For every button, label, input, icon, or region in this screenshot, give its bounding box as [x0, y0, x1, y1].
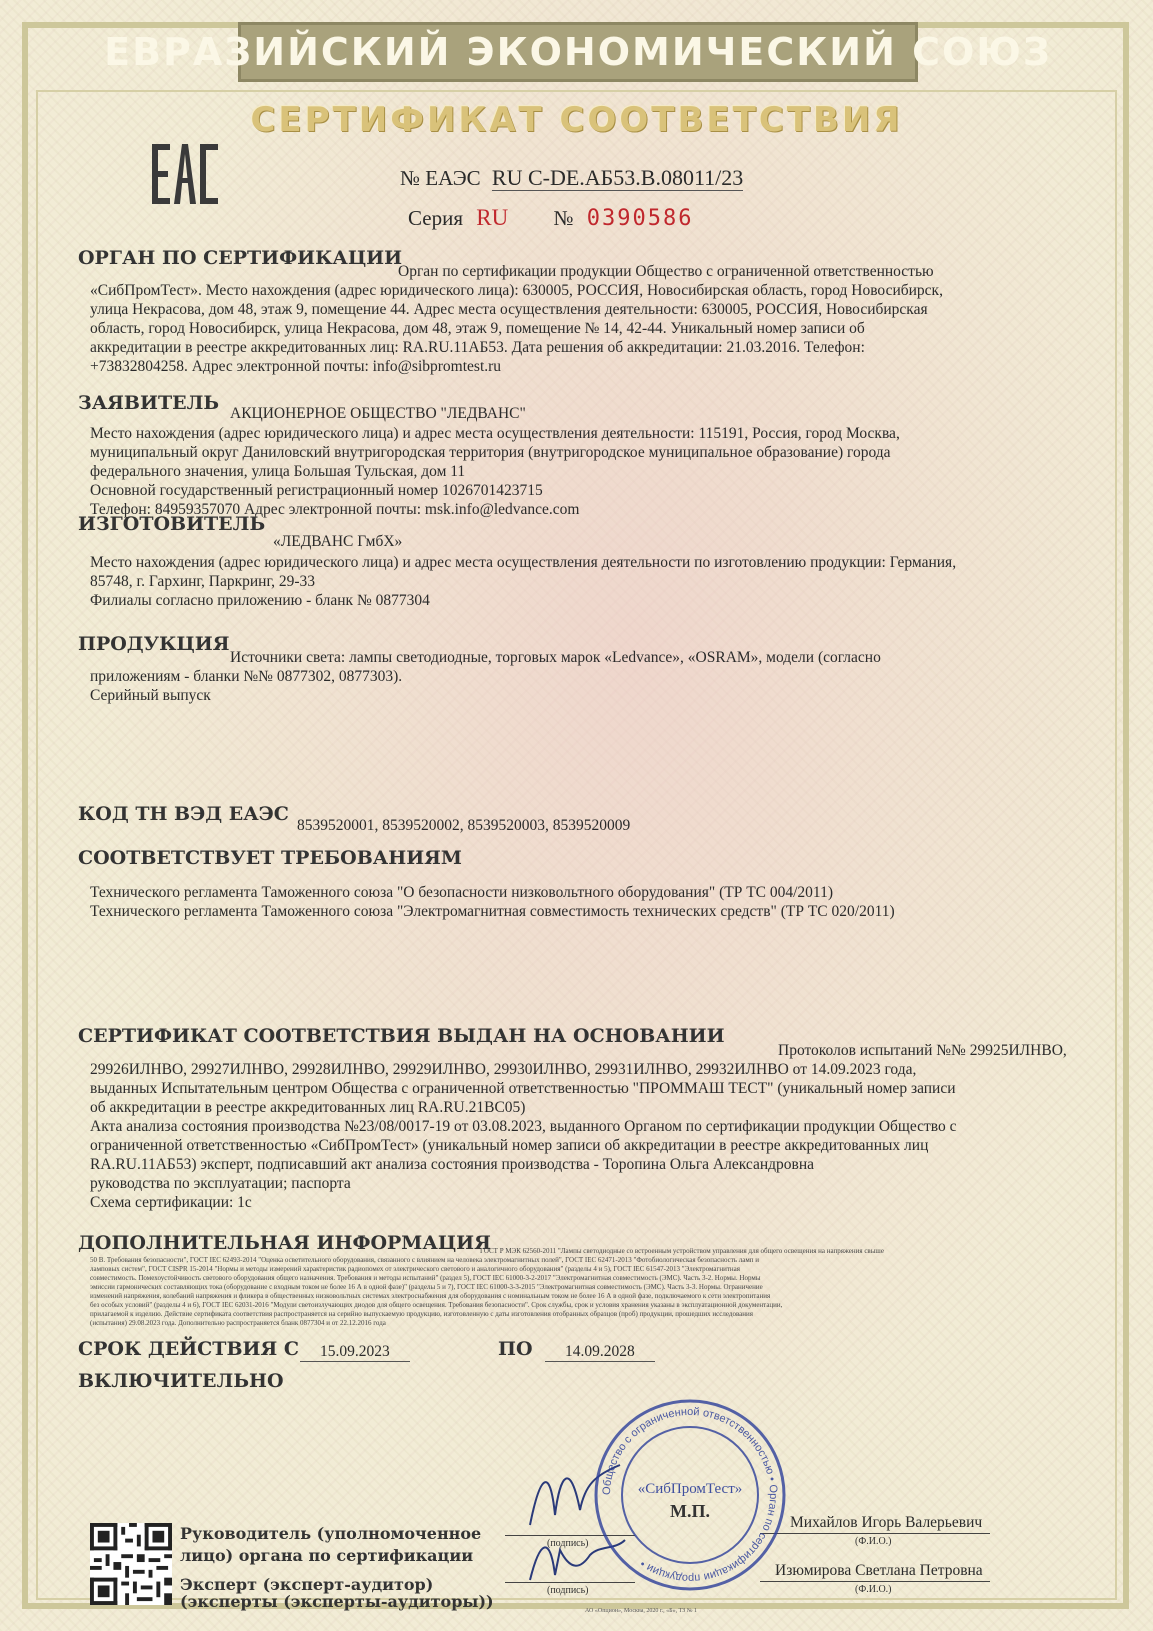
basis-line-2: 29926ИЛНВО, 29927ИЛНВО, 29928ИЛНВО, 29929ИЛНВО, 29930ИЛНВО, 29931ИЛНВО, 29932ИЛНВО от 14.09.2023 года, [90, 1061, 917, 1078]
product-heading: ПРОДУКЦИЯ [78, 633, 230, 655]
additional-line-7: без особых условий" (разделы 4 и 6), ГОСТ IEC 62031-2016 "Модули светоизлучающих диодов для общего освещения. Требования безопасности". Срок службы, срок и условия хранения указаны в эксплуатационной документации, [90, 1301, 783, 1309]
additional-line-8: прилагаемой к изделию. Действие сертификата соответствия распространяется на серийно выпускаемую продукцию, изготовленную с даты изготовления отобранных образцов (проб) продукции, прошедших исследования [90, 1310, 753, 1318]
basis-line-6: ограниченной ответственностью «СибПромТест» (уникальный номер записи об аккредитации в реестре аккредитованных лиц [90, 1137, 929, 1154]
series-value: RU [476, 205, 509, 230]
manufacturer-line-2: 85748, г. Гархинг, Паркринг, 29-33 [90, 573, 315, 590]
applicant-line-4: Основной государственный регистрационный номер 1026701423715 [90, 482, 543, 499]
organ-line-6: +73832804258. Адрес электронной почты: info@sibpromtest.ru [90, 358, 502, 375]
manufacturer-name: «ЛЕДВАНС ГмбХ» [273, 533, 403, 550]
union-banner: ЕВРАЗИЙСКИЙ ЭКОНОМИЧЕСКИЙ СОЮЗ [238, 22, 918, 82]
basis-line-1: Протоколов испытаний №№ 29925ИЛНВО, [778, 1042, 1067, 1059]
certificate-title: СЕРТИФИКАТ СООТВЕТСТВИЯ [250, 100, 903, 140]
validity-inclusive: ВКЛЮЧИТЕЛЬНО [78, 1370, 284, 1392]
expert-label-1: Эксперт (эксперт-аудитор) [180, 1575, 434, 1594]
expert-fio-caption: (Ф.И.О.) [855, 1584, 892, 1595]
applicant-name: АКЦИОНЕРНОЕ ОБЩЕСТВО "ЛЕДВАНС" [230, 405, 526, 422]
blank-label: № [553, 206, 574, 230]
manufacturer-line-3: Филиалы согласно приложению - бланк № 0877304 [90, 592, 430, 609]
additional-line-9: (испытания) 29.08.2023 года. Дополнительно распространяется бланк 0877304 и от 22.12.2016 года [90, 1319, 386, 1327]
basis-line-8: руководства по эксплуатации; паспорта [90, 1175, 351, 1192]
conformity-heading: СООТВЕТСТВУЕТ ТРЕБОВАНИЯМ [78, 847, 462, 869]
stamp-center-text: «СибПромТест» [637, 1481, 743, 1497]
head-label-1: Руководитель (уполномоченное [180, 1524, 482, 1543]
additional-line-1: ГОСТ Р МЭК 62560-2011 "Лампы светодиодные со встроенным устройством управления для общего освещения на напряжения свыше [480, 1247, 884, 1255]
organ-line-4: область, город Новосибирск, улица Некрасова, дом 48, этаж 9, помещение № 14, 42-44. Уникальный номер записи об [90, 320, 865, 337]
certificate-number [400, 165, 743, 191]
series-label: Серия [408, 206, 463, 230]
basis-line-3: выданных Испытательным центром Общества с ограниченной ответственностью "ПРОММАШ ТЕСТ" (уникальный номер записи [90, 1080, 956, 1097]
applicant-line-5: Телефон: 84959357070 Адрес электронной почты: msk.info@ledvance.com [90, 501, 580, 518]
organ-line-2: «СибПромТест». Место нахождения (адрес юридического лица): 630005, РОССИЯ, Новосибирская область, город Новосибирск, [90, 282, 943, 299]
additional-line-3: ламповых систем", ГОСТ CISPR 15-2014 "Нормы и методы измерений характеристик радиопомех от электрического светового и аналогичного оборудования" (разделы 4 и 5), ГОСТ IEC 61547-2013 "Электромагнитная [90, 1265, 741, 1273]
organ-heading: ОРГАН ПО СЕРТИФИКАЦИИ [78, 247, 403, 269]
basis-line-9: Схема сертификации: 1с [90, 1194, 252, 1211]
manufacturer-heading: ИЗГОТОВИТЕЛЬ [78, 513, 266, 535]
printer-footer: АО «Опцион», Москва, 2020 г., «Б», ТЗ № 1 [585, 1608, 697, 1614]
additional-line-4: совместимость. Помехоустойчивость светового оборудования общего назначения. Требования и методы испытаний" (раздел 5), ГОСТ IEC 61000-3-2-2017 "Электромагнитная совместимость (ЭМС). Часть 3-2. Нормы. Нормы [90, 1274, 761, 1282]
hs-code-heading: КОД ТН ВЭД ЕАЭС [78, 803, 289, 825]
additional-heading: ДОПОЛНИТЕЛЬНАЯ ИНФОРМАЦИЯ [78, 1232, 491, 1254]
additional-line-2: 50 В. Требования безопасности", ГОСТ IEC 62493-2014 "Оценка осветительного оборудования, связанного с влиянием на человека электромагнитных полей", ГОСТ IEC 62471-2013 "Фотобиологическая безопасность ламп и [90, 1256, 760, 1264]
conformity-line-1: Технического регламента Таможенного союза "О безопасности низковольтного оборудования" (ТР ТС 004/2011) [90, 884, 834, 901]
head-name: Михайлов Игорь Валерьевич [790, 1514, 983, 1531]
basis-heading: СЕРТИФИКАТ СООТВЕТСТВИЯ ВЫДАН НА ОСНОВАНИИ [78, 1025, 725, 1047]
expert-name-line [760, 1581, 990, 1582]
additional-line-5: эмиссии гармонических составляющих тока (оборудование с входным током не более 16 А в одной фазе)" (разделы 5 и 7), ГОСТ IEC 61000-3-3-2015 "Электромагнитная совместимость (ЭМС). Часть 3-3. Нормы. Ограничение [90, 1283, 763, 1291]
product-line-3: Серийный выпуск [90, 687, 211, 704]
qr-code [90, 1523, 172, 1605]
head-name-line [760, 1533, 990, 1534]
basis-line-7: RA.RU.11АБ53) эксперт, подписавший акт анализа состояния производства - Торопина Ольга Александровна [90, 1156, 815, 1173]
applicant-line-2: муниципальный округ Даниловский внутригородская территория (внутригородское муниципальное образование) города [90, 444, 891, 461]
organ-line-1: Орган по сертификации продукции Общество с ограниченной ответственностью [398, 263, 934, 280]
stamp-ring-text: Общество с ограниченной ответственностью • Орган по сертификации продукции • [600, 1405, 780, 1585]
organ-line-3: улица Некрасова, дом 48, этаж 9, помещение 44. Адрес места осуществления деятельности: 630005, РОССИЯ, Новосибирская [90, 301, 928, 318]
validity-from: 15.09.2023 [300, 1342, 410, 1362]
expert-signature-caption: (подпись) [547, 1585, 589, 1596]
number-label: № ЕАЭС [400, 166, 481, 190]
product-line-2: приложениям - бланки №№ 0877302, 0877303). [90, 668, 403, 685]
eac-logo-icon [150, 140, 220, 208]
expert-label-2: (эксперты (эксперты-аудиторы)) [180, 1592, 494, 1611]
organ-line-5: аккредитации в реестре аккредитованных лиц: RA.RU.11АБ53. Дата решения об аккредитации: 21.03.2016. Телефон: [90, 339, 865, 356]
applicant-line-3: федерального значения, улица Большая Тульская, дом 11 [90, 463, 466, 480]
head-label-2: лицо) органа по сертификации [180, 1546, 474, 1565]
applicant-heading: ЗАЯВИТЕЛЬ [78, 392, 220, 414]
basis-line-4: об аккредитации в реестре аккредитованных лиц RA.RU.21ВС05) [90, 1099, 526, 1116]
expert-name: Изюмирова Светлана Петровна [775, 1562, 983, 1579]
validity-heading: СРОК ДЕЙСТВИЯ С [78, 1338, 299, 1360]
number-value: RU C-DE.АБ53.В.08011/23 [491, 165, 744, 190]
validity-to: 14.09.2028 [545, 1342, 655, 1362]
manufacturer-line-1: Место нахождения (адрес юридического лица) и адрес места осуществления деятельности по изготовлению продукции: Германия, [90, 554, 957, 571]
head-signature-caption: (подпись) [547, 1538, 589, 1549]
validity-to-label: ПО [498, 1338, 533, 1360]
product-line-1: Источники света: лампы светодиодные, торговых марок «Ledvance», «OSRAM», модели (согласно [230, 649, 881, 666]
basis-line-5: Акта анализа состояния производства №23/08/0017-19 от 03.08.2023, выданного Органом по сертификации продукции Общество с [90, 1118, 957, 1135]
additional-line-6: изменений напряжения, колебаний напряжения и фликера в общественных низковольтных системах электроснабжения для оборудования с номинальным током не более 16 А в одной фазе, подключаемого к сети электропитания [90, 1292, 771, 1300]
applicant-line-1: Место нахождения (адрес юридического лица) и адрес места осуществления деятельности: 115191, Россия, город Москва, [90, 425, 900, 442]
hs-code-value: 8539520001, 8539520002, 8539520003, 8539520009 [297, 817, 631, 834]
blank-number: 0390586 [586, 206, 694, 231]
conformity-line-2: Технического регламента Таможенного союза "Электромагнитная совместимость технических средств" (ТР ТС 020/2011) [90, 903, 895, 920]
series-line [408, 205, 693, 231]
mp-label: М.П. [670, 1501, 710, 1521]
head-fio-caption: (Ф.И.О.) [855, 1536, 892, 1547]
organ-stamp [590, 1395, 790, 1595]
